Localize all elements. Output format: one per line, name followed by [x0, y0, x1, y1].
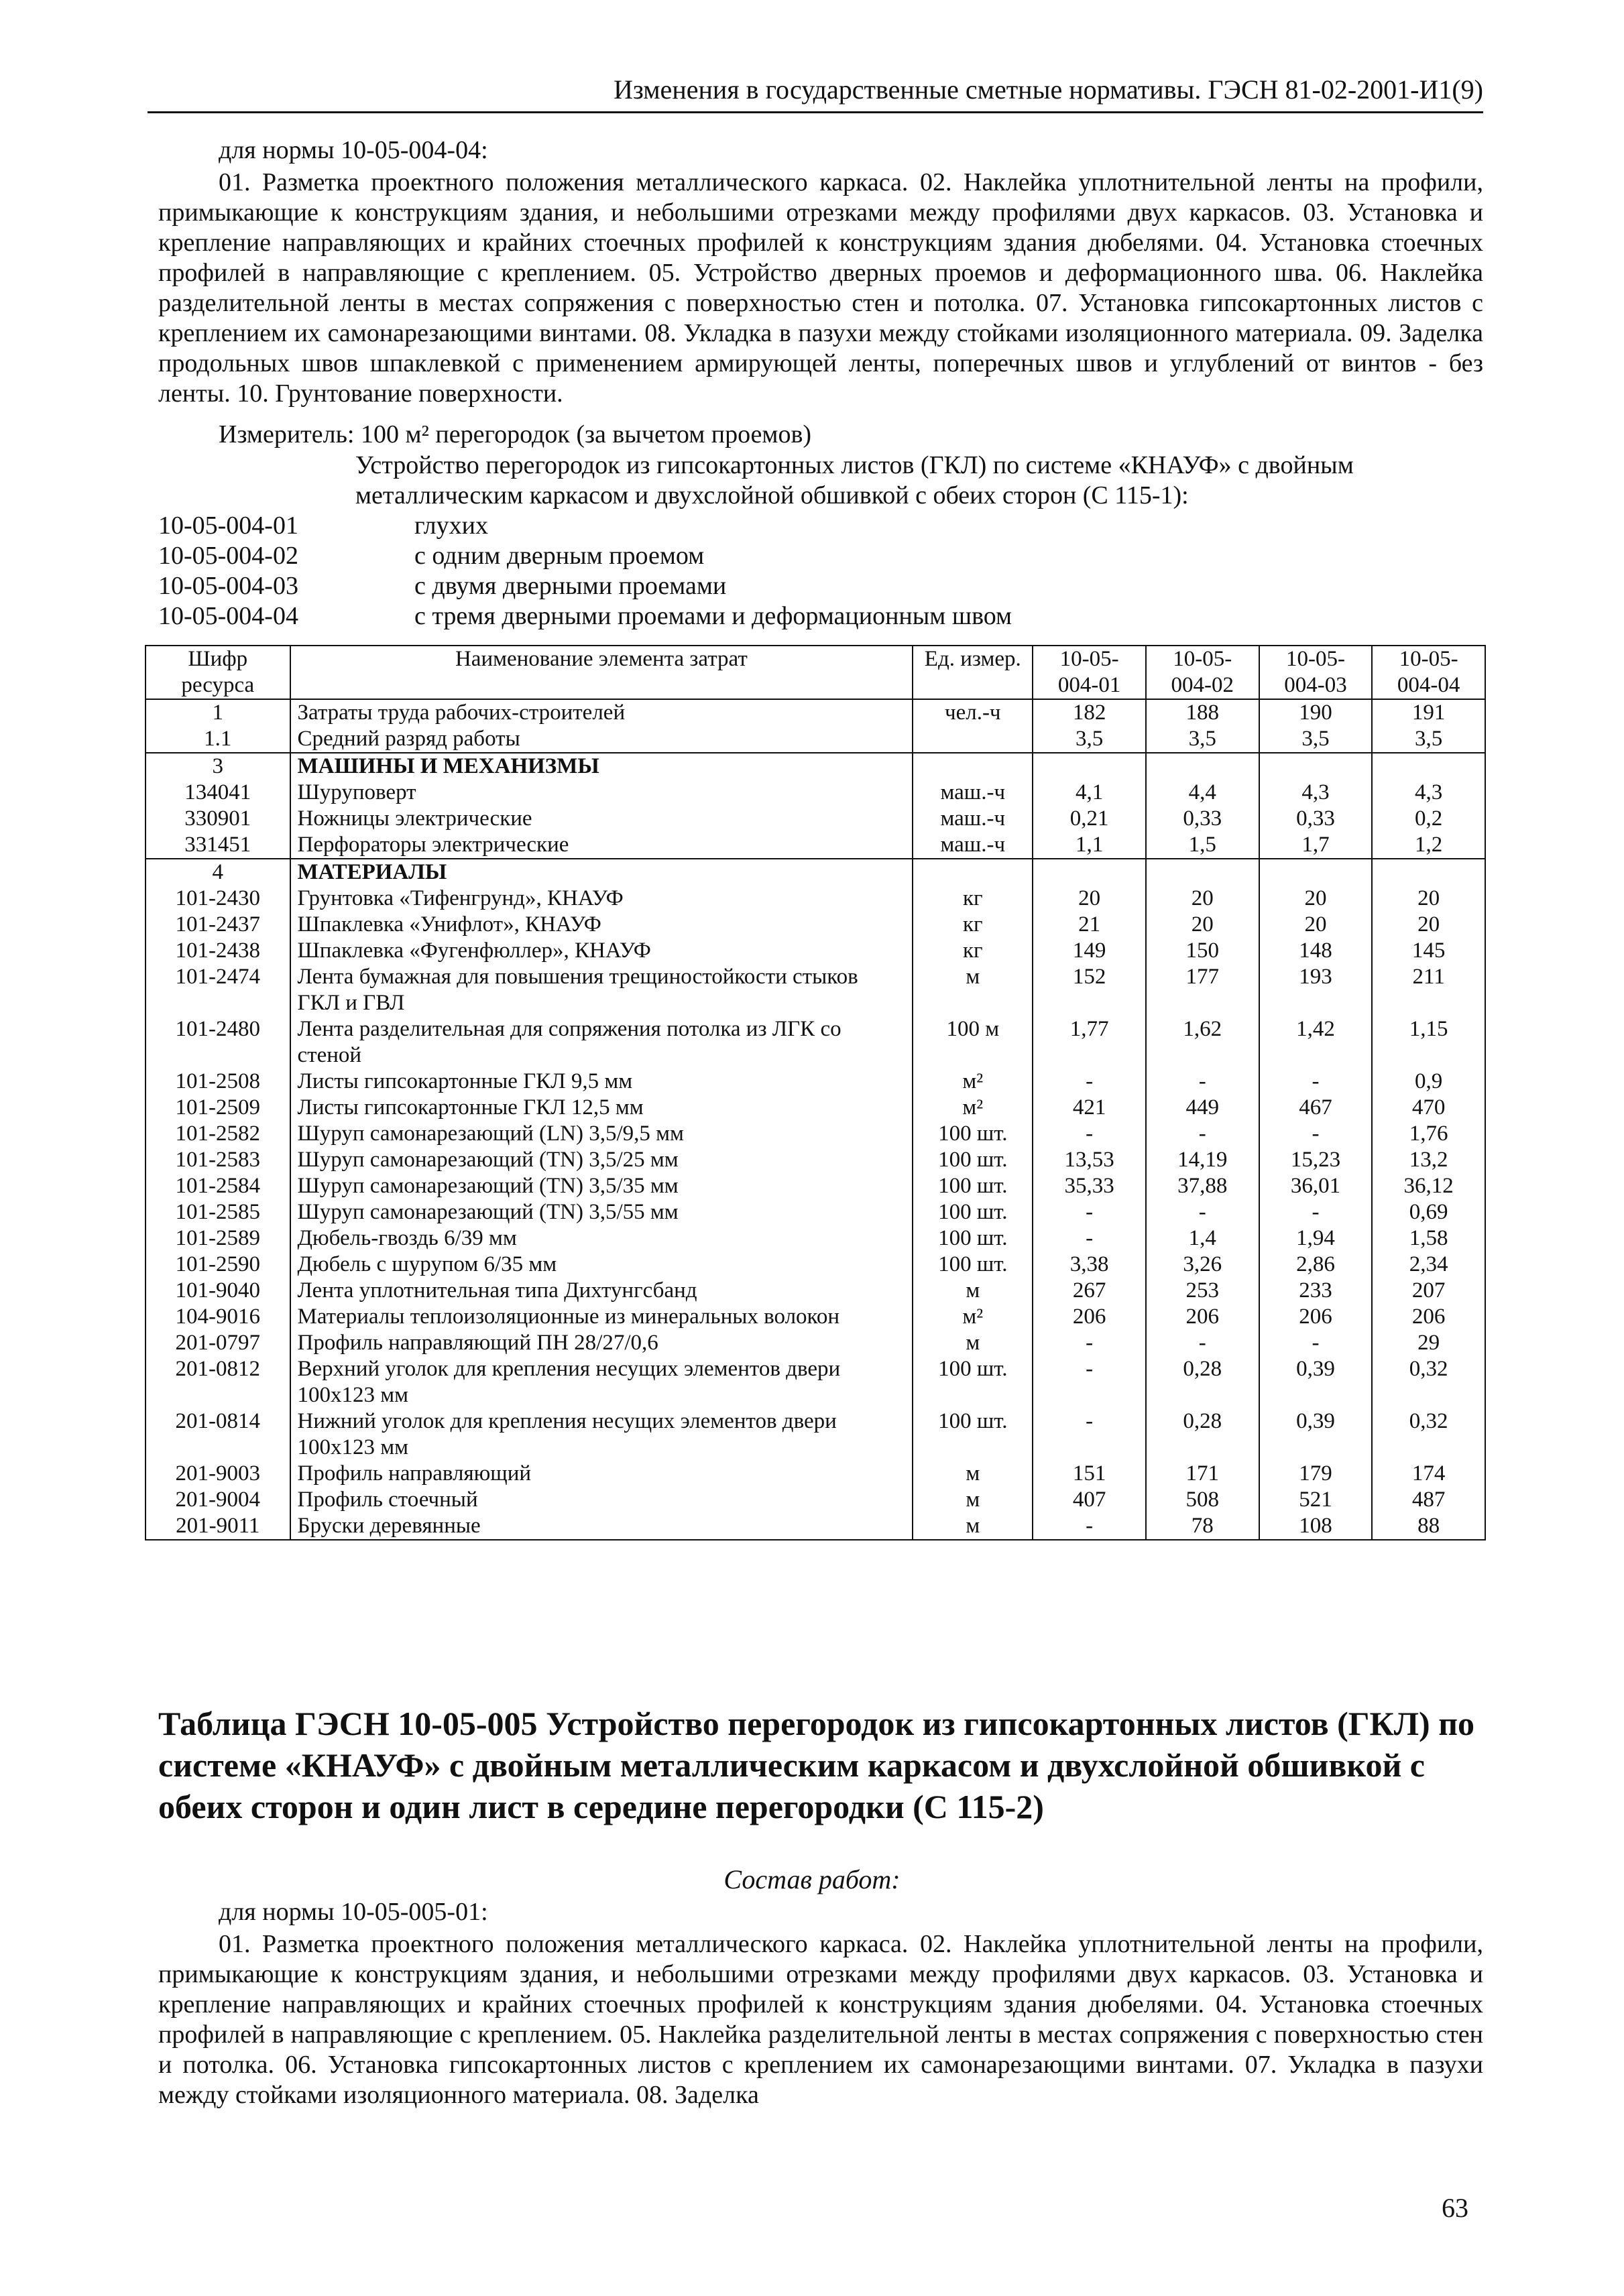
cell-value: 14,19 — [1146, 1147, 1259, 1173]
cell-unit: м — [913, 1330, 1033, 1356]
cell-code: 101-2437 — [146, 912, 290, 938]
table-row — [146, 780, 1485, 806]
cell-value: 487 — [1372, 1487, 1485, 1513]
cell-name: Дюбель-гвоздь 6/39 мм — [290, 1225, 913, 1252]
cell-value: 4,3 — [1372, 780, 1485, 806]
cell-name: Ножницы электрические — [290, 806, 913, 832]
cell-value: 37,88 — [1146, 1173, 1259, 1199]
table-row — [146, 726, 1485, 753]
cell-value — [1372, 859, 1485, 886]
norm-label: с одним дверным проемом — [414, 542, 705, 570]
cell-unit: 100 шт. — [913, 1147, 1033, 1173]
cell-value: 253 — [1146, 1278, 1259, 1304]
cell-unit — [913, 753, 1033, 780]
bottom-norm-label: для нормы 10-05-005-01: — [219, 1898, 488, 1926]
norm-code: 10-05-004-02 — [158, 542, 298, 570]
cell-code: 4 — [146, 859, 290, 886]
cell-name: Верхний уголок для крепления несущих элементов двери 100х123 мм — [290, 1356, 913, 1408]
cell-value — [1372, 753, 1485, 780]
cell-code: 201-9011 — [146, 1513, 290, 1540]
cell-value: 521 — [1259, 1487, 1373, 1513]
header-norm-3: 10-05-004-03 — [1259, 646, 1373, 699]
cell-value: 108 — [1259, 1513, 1373, 1540]
cell-value: 3,5 — [1146, 726, 1259, 753]
table-row — [146, 1330, 1485, 1356]
cell-value: 1,5 — [1146, 832, 1259, 859]
cell-value: 467 — [1259, 1095, 1373, 1121]
cell-name: Грунтовка «Тифенгрунд», КНАУФ — [290, 886, 913, 912]
cell-value: 0,21 — [1033, 806, 1146, 832]
table-row — [146, 832, 1485, 859]
cell-unit: м² — [913, 1304, 1033, 1330]
cell-name: Шпаклевка «Унифлот», КНАУФ — [290, 912, 913, 938]
cell-value: - — [1259, 1199, 1373, 1225]
header-name: Наименование элемента затрат — [290, 646, 913, 699]
cell-value: - — [1146, 1121, 1259, 1147]
cell-unit: 100 шт. — [913, 1356, 1033, 1408]
cell-value: - — [1146, 1199, 1259, 1225]
cell-value: 151 — [1033, 1461, 1146, 1487]
cell-value: - — [1033, 1069, 1146, 1095]
header-code: Шифр ресурса — [146, 646, 290, 699]
table-row — [146, 859, 1485, 886]
cell-value: 148 — [1259, 938, 1373, 964]
table-row — [146, 938, 1485, 964]
table-row — [146, 1356, 1485, 1408]
page-number: 63 — [1442, 2193, 1468, 2223]
cell-code: 330901 — [146, 806, 290, 832]
cell-value: 206 — [1372, 1304, 1485, 1330]
cell-unit: 100 шт. — [913, 1173, 1033, 1199]
cell-name: Затраты труда рабочих-строителей — [290, 699, 913, 726]
cell-value — [1259, 859, 1373, 886]
measure-line: Измеритель: 100 м² перегородок (за вычетом проемов) — [219, 420, 812, 448]
device-description-line-2: металлическим каркасом и двухслойной обшивкой с обеих сторон (С 115-1): — [355, 481, 1189, 509]
cell-code: 101-2480 — [146, 1016, 290, 1069]
table-row — [146, 912, 1485, 938]
cell-code: 101-2589 — [146, 1225, 290, 1252]
cell-name: Лента уплотнительная типа Дихтунгсбанд — [290, 1278, 913, 1304]
table-row — [146, 1513, 1485, 1540]
cell-code: 201-9004 — [146, 1487, 290, 1513]
device-description-line-1: Устройство перегородок из гипсокартонных листов (ГКЛ) по системе «КНАУФ» с двойным — [355, 451, 1354, 479]
cell-value: 0,33 — [1146, 806, 1259, 832]
cell-name: Нижний уголок для крепления несущих элементов двери 100х123 мм — [290, 1408, 913, 1461]
cell-name: Материалы теплоизоляционные из минеральных волокон — [290, 1304, 913, 1330]
cell-value — [1033, 753, 1146, 780]
table-row — [146, 699, 1485, 726]
cell-value: - — [1033, 1408, 1146, 1461]
cell-code: 331451 — [146, 832, 290, 859]
cell-value: 508 — [1146, 1487, 1259, 1513]
norm-code: 10-05-004-04 — [158, 602, 298, 630]
cell-value: - — [1033, 1513, 1146, 1540]
cell-code: 201-0814 — [146, 1408, 290, 1461]
cell-value: 3,38 — [1033, 1252, 1146, 1278]
table-row — [146, 753, 1485, 780]
cell-unit: м — [913, 1513, 1033, 1540]
cell-name: Бруски деревянные — [290, 1513, 913, 1540]
cell-unit: м — [913, 1278, 1033, 1304]
cell-value: 193 — [1259, 964, 1373, 1016]
norm-label: с двумя дверными проемами — [414, 572, 727, 600]
table-title — [158, 1703, 1483, 1827]
cell-value: 20 — [1372, 912, 1485, 938]
cell-value: 36,01 — [1259, 1173, 1373, 1199]
cell-value: 21 — [1033, 912, 1146, 938]
cell-value: 0,28 — [1146, 1356, 1259, 1408]
cell-value: 88 — [1372, 1513, 1485, 1540]
table-row — [146, 1199, 1485, 1225]
cell-code: 101-9040 — [146, 1278, 290, 1304]
cell-value: 20 — [1033, 886, 1146, 912]
cell-value: - — [1146, 1069, 1259, 1095]
cell-name: Шуруп самонарезающий (LN) 3,5/9,5 мм — [290, 1121, 913, 1147]
cell-code: 101-2585 — [146, 1199, 290, 1225]
table-title-lead: Таблица ГЭСН 10-05-005 — [158, 1705, 538, 1742]
cell-value: 4,1 — [1033, 780, 1146, 806]
cell-value: - — [1259, 1330, 1373, 1356]
cell-code: 134041 — [146, 780, 290, 806]
cell-code: 101-2509 — [146, 1095, 290, 1121]
table-row — [146, 1461, 1485, 1487]
cell-name: Листы гипсокартонные ГКЛ 12,5 мм — [290, 1095, 913, 1121]
cell-name: Лента разделительная для сопряжения потолка из ЛГК со стеной — [290, 1016, 913, 1069]
cell-value: 20 — [1146, 886, 1259, 912]
table-row — [146, 1016, 1485, 1069]
cell-unit: м² — [913, 1069, 1033, 1095]
cell-value — [1259, 753, 1373, 780]
table-row — [146, 1147, 1485, 1173]
cell-unit: маш.-ч — [913, 780, 1033, 806]
cell-unit: 100 шт. — [913, 1408, 1033, 1461]
cell-value — [1146, 859, 1259, 886]
cell-unit: 100 шт. — [913, 1121, 1033, 1147]
cell-unit: кг — [913, 912, 1033, 938]
cell-code: 104-9016 — [146, 1304, 290, 1330]
cell-value: 1,42 — [1259, 1016, 1373, 1069]
header-norm-1: 10-05-004-01 — [1033, 646, 1146, 699]
resources-table — [145, 645, 1486, 1540]
cell-name: Шуруп самонарезающий (TN) 3,5/35 мм — [290, 1173, 913, 1199]
top-works-text: 01. Разметка проектного положения металлического каркаса. 02. Наклейка уплотнительной ленты на профили, примыкающие к конструкциям здания, и небольшими отрезками между профилями двух каркасов. 03. Установка и крепление направляющих и крайних стоечных профилей к конструкциям здания дюбелями. 04. Установка стоечных профилей в направляющие с креплением. 05. Устройство дверных проемов и деформационного шва. 06. Наклейка разделительной ленты в местах сопряжения с поверхностью стен и потолка. 07. Установка гипсокартонных листов с креплением их самонарезающими винтами. 08. Укладка в пазухи между стойками изоляционного материала. 09. Заделка продольных швов шпаклевкой с применением армирующей ленты, поперечных швов и углублений от винтов - без ленты. 10. Грунтование поверхности. — [158, 168, 1483, 408]
cell-value: 233 — [1259, 1278, 1373, 1304]
cell-value: - — [1033, 1199, 1146, 1225]
cell-code: 201-0812 — [146, 1356, 290, 1408]
cell-value: 179 — [1259, 1461, 1373, 1487]
cell-code: 101-2508 — [146, 1069, 290, 1095]
cell-value: 0,69 — [1372, 1199, 1485, 1225]
cell-value: 2,86 — [1259, 1252, 1373, 1278]
cell-value: - — [1033, 1356, 1146, 1408]
cell-unit — [913, 859, 1033, 886]
table-row — [146, 1069, 1485, 1095]
cell-value: 1,62 — [1146, 1016, 1259, 1069]
header-norm-4: 10-05-004-04 — [1372, 646, 1485, 699]
cell-unit: маш.-ч — [913, 832, 1033, 859]
cell-unit: чел.-ч — [913, 699, 1033, 726]
cell-value: - — [1033, 1121, 1146, 1147]
table-row — [146, 1278, 1485, 1304]
table-row — [146, 1095, 1485, 1121]
cell-value: 1,7 — [1259, 832, 1373, 859]
cell-name: Шуруп самонарезающий (TN) 3,5/25 мм — [290, 1147, 913, 1173]
cell-unit: кг — [913, 938, 1033, 964]
cell-code: 1.1 — [146, 726, 290, 753]
cell-name: Шуруповерт — [290, 780, 913, 806]
table-row — [146, 886, 1485, 912]
cell-name: МАШИНЫ И МЕХАНИЗМЫ — [290, 753, 913, 780]
cell-value: 78 — [1146, 1513, 1259, 1540]
cell-value: 0,32 — [1372, 1408, 1485, 1461]
cell-value — [1033, 859, 1146, 886]
cell-value: 20 — [1259, 912, 1373, 938]
cell-value: 149 — [1033, 938, 1146, 964]
norm-code: 10-05-004-01 — [158, 511, 298, 540]
cell-name: Перфораторы электрические — [290, 832, 913, 859]
cell-value: 3,5 — [1259, 726, 1373, 753]
cell-name: Шуруп самонарезающий (TN) 3,5/55 мм — [290, 1199, 913, 1225]
norm-code: 10-05-004-03 — [158, 572, 298, 600]
cell-value: 0,28 — [1146, 1408, 1259, 1461]
cell-code: 101-2582 — [146, 1121, 290, 1147]
cell-value: 174 — [1372, 1461, 1485, 1487]
cell-unit: м² — [913, 1095, 1033, 1121]
table-row — [146, 964, 1485, 1016]
cell-code: 101-2438 — [146, 938, 290, 964]
cell-value: 171 — [1146, 1461, 1259, 1487]
cell-value: 3,5 — [1033, 726, 1146, 753]
header-norm-2: 10-05-004-02 — [1146, 646, 1259, 699]
cell-value: 470 — [1372, 1095, 1485, 1121]
cell-value: 150 — [1146, 938, 1259, 964]
header-unit: Ед. измер. — [913, 646, 1033, 699]
cell-name: МАТЕРИАЛЫ — [290, 859, 913, 886]
cell-value: - — [1146, 1330, 1259, 1356]
cell-value: 1,94 — [1259, 1225, 1373, 1252]
table-row — [146, 1408, 1485, 1461]
top-norm-label: для нормы 10-05-004-04: — [219, 136, 488, 164]
cell-name: Средний разряд работы — [290, 726, 913, 753]
cell-value: - — [1259, 1121, 1373, 1147]
cell-code: 101-2584 — [146, 1173, 290, 1199]
norm-label: с тремя дверными проемами и деформационным швом — [414, 602, 1012, 630]
cell-value: 188 — [1146, 699, 1259, 726]
cell-value: - — [1259, 1069, 1373, 1095]
cell-value: 20 — [1372, 886, 1485, 912]
cell-unit: маш.-ч — [913, 806, 1033, 832]
cell-value: 3,5 — [1372, 726, 1485, 753]
cell-value: 421 — [1033, 1095, 1146, 1121]
cell-value: 407 — [1033, 1487, 1146, 1513]
cell-value: 190 — [1259, 699, 1373, 726]
table-header-row — [146, 646, 1485, 699]
table-row — [146, 1173, 1485, 1199]
works-subtitle: Состав работ: — [723, 1864, 901, 1894]
cell-code: 101-2583 — [146, 1147, 290, 1173]
cell-unit: 100 шт. — [913, 1199, 1033, 1225]
cell-value: 0,32 — [1372, 1356, 1485, 1408]
cell-code: 3 — [146, 753, 290, 780]
cell-value: 1,2 — [1372, 832, 1485, 859]
cell-value: 2,34 — [1372, 1252, 1485, 1278]
table-row — [146, 1252, 1485, 1278]
cell-unit: м — [913, 1487, 1033, 1513]
cell-value: 1,15 — [1372, 1016, 1485, 1069]
cell-value: 206 — [1146, 1304, 1259, 1330]
cell-value: 20 — [1259, 886, 1373, 912]
cell-name: Профиль стоечный — [290, 1487, 913, 1513]
cell-value: 182 — [1033, 699, 1146, 726]
cell-value: 1,58 — [1372, 1225, 1485, 1252]
running-header: Изменения в государственные сметные нормативы. ГЭСН 81-02-2001-И1(9) — [148, 68, 1483, 113]
cell-unit: м — [913, 964, 1033, 1016]
cell-value: 177 — [1146, 964, 1259, 1016]
cell-value: 191 — [1372, 699, 1485, 726]
cell-unit: кг — [913, 886, 1033, 912]
cell-value: 3,26 — [1146, 1252, 1259, 1278]
cell-value: 13,2 — [1372, 1147, 1485, 1173]
cell-value — [1146, 753, 1259, 780]
cell-name: Листы гипсокартонные ГКЛ 9,5 мм — [290, 1069, 913, 1095]
cell-unit: 100 шт. — [913, 1252, 1033, 1278]
cell-value: 0,39 — [1259, 1356, 1373, 1408]
cell-value: 1,76 — [1372, 1121, 1485, 1147]
cell-value: - — [1033, 1225, 1146, 1252]
table-row — [146, 1121, 1485, 1147]
cell-unit: м — [913, 1461, 1033, 1487]
cell-value: 0,9 — [1372, 1069, 1485, 1095]
table-title-text: Устройство перегородок из гипсокартонных листов (ГКЛ) по системе «КНАУФ» с двойным металлическим каркасом и двухслойной обшивкой с обеих сторон и один лист в середине перегородки (С 115-2) — [158, 1705, 1474, 1825]
cell-value: 0,33 — [1259, 806, 1373, 832]
cell-value: 207 — [1372, 1278, 1485, 1304]
table-row — [146, 1225, 1485, 1252]
cell-value: 0,39 — [1259, 1408, 1373, 1461]
norm-label: глухих — [414, 511, 488, 540]
cell-value: - — [1033, 1330, 1146, 1356]
cell-value: 449 — [1146, 1095, 1259, 1121]
cell-value: 145 — [1372, 938, 1485, 964]
cell-value: 15,23 — [1259, 1147, 1373, 1173]
cell-value: 211 — [1372, 964, 1485, 1016]
cell-value: 13,53 — [1033, 1147, 1146, 1173]
cell-name: Дюбель с шурупом 6/35 мм — [290, 1252, 913, 1278]
table-row — [146, 806, 1485, 832]
cell-value: 29 — [1372, 1330, 1485, 1356]
bottom-works-text: 01. Разметка проектного положения металлического каркаса. 02. Наклейка уплотнительной ленты на профили, примыкающие к конструкциям здания, и небольшими отрезками между профилями двух каркасов. 03. Установка и крепление направляющих и крайних стоечных профилей к конструкциям здания дюбелями. 04. Установка стоечных профилей в направляющие с креплением. 05. Наклейка разделительной ленты в местах сопряжения с поверхностью стен и потолка. 06. Установка гипсокартонных листов с креплением их самонарезающими винтами. 07. Укладка в пазухи между стойками изоляционного материала. 08. Заделка — [158, 1930, 1483, 2109]
cell-value: 206 — [1033, 1304, 1146, 1330]
cell-value: 1,1 — [1033, 832, 1146, 859]
cell-value: 20 — [1146, 912, 1259, 938]
cell-code: 101-2430 — [146, 886, 290, 912]
cell-name: Профиль направляющий ПН 28/27/0,6 — [290, 1330, 913, 1356]
cell-name: Лента бумажная для повышения трещиностойкости стыков ГКЛ и ГВЛ — [290, 964, 913, 1016]
cell-value: 1,4 — [1146, 1225, 1259, 1252]
cell-code: 1 — [146, 699, 290, 726]
cell-unit — [913, 726, 1033, 753]
cell-unit: 100 шт. — [913, 1225, 1033, 1252]
cell-value: 36,12 — [1372, 1173, 1485, 1199]
table-row — [146, 1304, 1485, 1330]
cell-value: 4,4 — [1146, 780, 1259, 806]
cell-code: 101-2590 — [146, 1252, 290, 1278]
cell-value: 152 — [1033, 964, 1146, 1016]
cell-code: 201-0797 — [146, 1330, 290, 1356]
cell-unit: 100 м — [913, 1016, 1033, 1069]
cell-code: 101-2474 — [146, 964, 290, 1016]
cell-value: 0,2 — [1372, 806, 1485, 832]
cell-value: 4,3 — [1259, 780, 1373, 806]
cell-value: 206 — [1259, 1304, 1373, 1330]
cell-name: Шпаклевка «Фугенфюллер», КНАУФ — [290, 938, 913, 964]
cell-code: 201-9003 — [146, 1461, 290, 1487]
cell-value: 267 — [1033, 1278, 1146, 1304]
table-row — [146, 1487, 1485, 1513]
cell-value: 35,33 — [1033, 1173, 1146, 1199]
cell-value: 1,77 — [1033, 1016, 1146, 1069]
cell-name: Профиль направляющий — [290, 1461, 913, 1487]
